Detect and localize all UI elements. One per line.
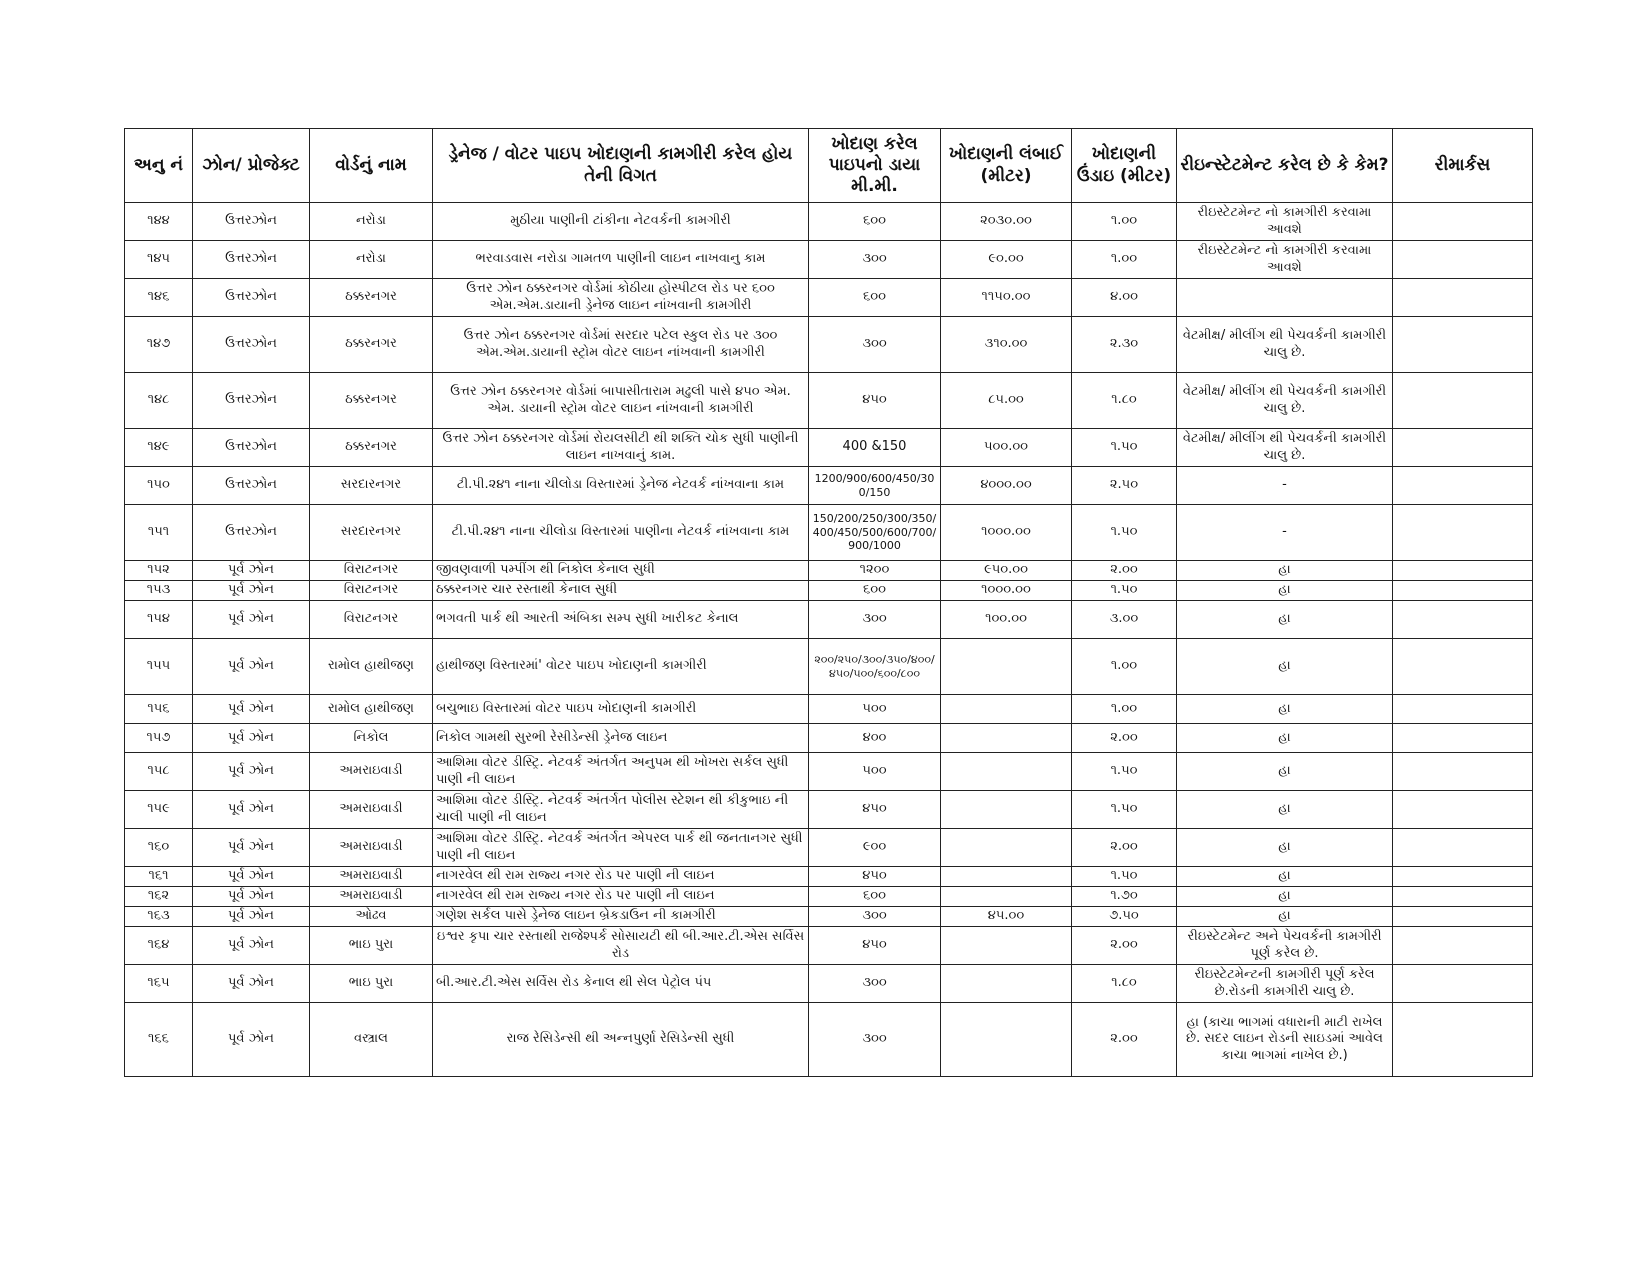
table-row — [125, 724, 1533, 753]
table-row — [125, 279, 1533, 317]
cell-pipe-diameter: ૪૦૦ — [809, 724, 941, 753]
cell-length — [941, 1003, 1072, 1077]
cell-serial-no: ૧૫૯ — [125, 791, 193, 829]
cell-ward: અમરાઇવાડી — [310, 829, 433, 867]
cell-depth: ૨.૦૦ — [1072, 1003, 1177, 1077]
cell-zone: પૂર્વ ઝોન — [193, 581, 310, 601]
cell-length: ૪૦૦૦.૦૦ — [941, 467, 1072, 505]
cell-reinstatement: - — [1177, 467, 1393, 505]
cell-reinstatement: હા — [1177, 829, 1393, 867]
cell-length — [941, 867, 1072, 887]
table-row — [125, 965, 1533, 1003]
cell-pipe-diameter: ૫૦૦ — [809, 753, 941, 791]
cell-pipe-diameter: 1200/900/600/450/300/150 — [809, 467, 941, 505]
cell-depth: ૨.૦૦ — [1072, 829, 1177, 867]
cell-serial-no: ૧૫૫ — [125, 639, 193, 695]
cell-ward: સરદારનગર — [310, 505, 433, 561]
cell-reinstatement: હા — [1177, 867, 1393, 887]
cell-ward: અમરાઇવાડી — [310, 887, 433, 907]
table-row — [125, 505, 1533, 561]
header-length: ખોદાણની લંબાઈ (મીટર) — [941, 129, 1072, 203]
cell-serial-no: ૧૫૧ — [125, 505, 193, 561]
cell-pipe-diameter: ૪૫૦ — [809, 927, 941, 965]
cell-zone: પૂર્વ ઝોન — [193, 561, 310, 581]
cell-serial-no: ૧૬૧ — [125, 867, 193, 887]
cell-ward: ઠક્કરનગર — [310, 317, 433, 373]
cell-depth: ૨.૩૦ — [1072, 317, 1177, 373]
table-row — [125, 1003, 1533, 1077]
cell-depth: ૪.૦૦ — [1072, 279, 1177, 317]
cell-pipe-diameter: ૪૫૦ — [809, 373, 941, 429]
cell-serial-no: ૧૪૯ — [125, 429, 193, 467]
cell-work-detail: ભગવતી પાર્ક થી આરતી અંબિકા સમ્પ સુધી ખારીકટ કેનાલ — [433, 601, 809, 639]
cell-work-detail: નાગરવેલ થી રામ રાજ્ય નગર રોડ પર પાણી ની લાઇન — [433, 887, 809, 907]
cell-work-detail: ઉત્તર ઝોન ઠક્કરનગર વોર્ડમાં રોયલસીટી થી શક્તિ ચોક સુધી પાણીની લાઇન નાખવાનું કામ. — [433, 429, 809, 467]
cell-ward: રામોલ હાથીજણ — [310, 695, 433, 724]
table-row — [125, 317, 1533, 373]
cell-zone: ઉત્તરઝોન — [193, 279, 310, 317]
cell-depth: ૧.૫૦ — [1072, 505, 1177, 561]
cell-pipe-diameter: ૩૦૦ — [809, 965, 941, 1003]
cell-depth: ૨.૫૦ — [1072, 467, 1177, 505]
cell-zone: પૂર્વ ઝોન — [193, 927, 310, 965]
cell-length — [941, 887, 1072, 907]
cell-work-detail: ગણેશ સર્કલ પાસે ડ્રેનેજ લાઇન બ્રેકડાઉન ની કામગીરી — [433, 907, 809, 927]
cell-depth: ૧.૫૦ — [1072, 429, 1177, 467]
cell-serial-no: ૧૪૮ — [125, 373, 193, 429]
cell-remarks — [1393, 639, 1533, 695]
cell-work-detail: બચુભાઇ વિસ્તારમાં વોટર પાઇપ ખોદાણની કામગીરી — [433, 695, 809, 724]
cell-serial-no: ૧૬૨ — [125, 887, 193, 907]
header-serial-no: અનુ નં — [125, 129, 193, 203]
cell-reinstatement: હા — [1177, 907, 1393, 927]
cell-serial-no: ૧૪૬ — [125, 279, 193, 317]
cell-length: ૨૦૩૦.૦૦ — [941, 203, 1072, 241]
table-row — [125, 907, 1533, 927]
cell-reinstatement: રીઇસ્ટેટમેન્ટ અને પેચવર્કની કામગીરી પૂર્ણ કરેલ છે. — [1177, 927, 1393, 965]
cell-length: ૧૧૫૦.૦૦ — [941, 279, 1072, 317]
cell-pipe-diameter: ૬૦૦ — [809, 279, 941, 317]
cell-remarks — [1393, 791, 1533, 829]
table-row — [125, 561, 1533, 581]
works-table — [124, 128, 1533, 1077]
table-row — [125, 639, 1533, 695]
cell-length — [941, 965, 1072, 1003]
cell-remarks — [1393, 203, 1533, 241]
table-row — [125, 601, 1533, 639]
cell-length — [941, 791, 1072, 829]
table-row — [125, 373, 1533, 429]
cell-remarks — [1393, 601, 1533, 639]
cell-reinstatement: રીઇસ્ટેટમેન્ટ નો કામગીરી કરવામા આવશે — [1177, 203, 1393, 241]
cell-ward: સરદારનગર — [310, 467, 433, 505]
cell-ward: નરોડા — [310, 241, 433, 279]
cell-ward: વિરાટનગર — [310, 581, 433, 601]
cell-ward: નરોડા — [310, 203, 433, 241]
cell-serial-no: ૧૬૪ — [125, 927, 193, 965]
cell-ward: રામોલ હાથીજણ — [310, 639, 433, 695]
cell-length: ૯૫૦.૦૦ — [941, 561, 1072, 581]
cell-reinstatement — [1177, 279, 1393, 317]
cell-remarks — [1393, 467, 1533, 505]
cell-zone: ઉત્તરઝોન — [193, 203, 310, 241]
table-row — [125, 467, 1533, 505]
cell-length: ૮૫.૦૦ — [941, 373, 1072, 429]
cell-ward: વિરાટનગર — [310, 561, 433, 581]
header-reinstatement: રીઇન્સ્ટેટમેન્ટ કરેલ છે કે કેમ? — [1177, 129, 1393, 203]
table-row — [125, 695, 1533, 724]
cell-ward: ભાઇ પુરા — [310, 927, 433, 965]
cell-zone: પૂર્વ ઝોન — [193, 887, 310, 907]
cell-remarks — [1393, 429, 1533, 467]
cell-remarks — [1393, 907, 1533, 927]
cell-ward: ઠક્કરનગર — [310, 429, 433, 467]
cell-pipe-diameter: ૩૦૦ — [809, 317, 941, 373]
cell-zone: ઉત્તરઝોન — [193, 373, 310, 429]
cell-zone: ઉત્તરઝોન — [193, 467, 310, 505]
cell-reinstatement: હા — [1177, 601, 1393, 639]
cell-work-detail: રાજ રેસિડેન્સી થી અન્નપુર્ણા રેસિડેન્સી સુધી — [433, 1003, 809, 1077]
cell-remarks — [1393, 317, 1533, 373]
cell-remarks — [1393, 867, 1533, 887]
cell-work-detail: નાગરવેલ થી રામ રાજ્ય નગર રોડ પર પાણી ની લાઇન — [433, 867, 809, 887]
cell-zone: ઉત્તરઝોન — [193, 317, 310, 373]
cell-depth: ૧.૦૦ — [1072, 241, 1177, 279]
header-row — [125, 129, 1533, 203]
cell-depth: ૧.૦૦ — [1072, 203, 1177, 241]
cell-pipe-diameter: ૩૦૦ — [809, 907, 941, 927]
header-work-detail: ડ્રેનેજ / વોટર પાઇપ ખોદાણની કામગીરી કરેલ હોય તેની વિગત — [433, 129, 809, 203]
cell-remarks — [1393, 581, 1533, 601]
cell-serial-no: ૧૬૩ — [125, 907, 193, 927]
cell-zone: ઉત્તરઝોન — [193, 241, 310, 279]
cell-reinstatement: રીઇસ્ટેટમેન્ટ નો કામગીરી કરવામા આવશે — [1177, 241, 1393, 279]
cell-zone: પૂર્વ ઝોન — [193, 791, 310, 829]
cell-zone: પૂર્વ ઝોન — [193, 753, 310, 791]
cell-pipe-diameter: ૬૦૦ — [809, 581, 941, 601]
cell-reinstatement: હા — [1177, 639, 1393, 695]
cell-pipe-diameter: 400 &150 — [809, 429, 941, 467]
cell-work-detail: ટી.પી.૨૪૧ નાના ચીલોડા વિસ્તારમાં ડ્રેનેજ નેટવર્ક નાંખવાના કામ — [433, 467, 809, 505]
cell-pipe-diameter: ૪૫૦ — [809, 791, 941, 829]
cell-work-detail: મુઠીયા પાણીની ટાંકીના નેટવર્કની કામગીરી — [433, 203, 809, 241]
cell-pipe-diameter: ૯૦૦ — [809, 829, 941, 867]
cell-pipe-diameter: ૪૫૦ — [809, 867, 941, 887]
cell-serial-no: ૧૫૮ — [125, 753, 193, 791]
cell-zone: ઉત્તરઝોન — [193, 429, 310, 467]
cell-pipe-diameter: ૬૦૦ — [809, 887, 941, 907]
cell-depth: ૩.૦૦ — [1072, 601, 1177, 639]
cell-work-detail: નિકોલ ગામથી સુરભી રેસીડેન્સી ડ્રેનેજ લાઇન — [433, 724, 809, 753]
cell-depth: ૧.૫૦ — [1072, 581, 1177, 601]
cell-remarks — [1393, 887, 1533, 907]
cell-length — [941, 829, 1072, 867]
cell-length — [941, 639, 1072, 695]
cell-depth: ૭.૫૦ — [1072, 907, 1177, 927]
cell-remarks — [1393, 241, 1533, 279]
cell-serial-no: ૧૬૬ — [125, 1003, 193, 1077]
cell-remarks — [1393, 753, 1533, 791]
cell-reinstatement: હા — [1177, 753, 1393, 791]
cell-work-detail: આશિમા વોટર ડીસ્ટ્રિ. નેટવર્ક અંતર્ગત પોલીસ સ્ટેશન થી કીકુભાઇ ની ચાલી પાણી ની લાઇન — [433, 791, 809, 829]
cell-serial-no: ૧૪૪ — [125, 203, 193, 241]
cell-remarks — [1393, 724, 1533, 753]
table-row — [125, 791, 1533, 829]
cell-reinstatement: વેટમીક્ષ/ મીલીંગ થી પેચવર્કની કામગીરી ચાલુ છે. — [1177, 373, 1393, 429]
cell-remarks — [1393, 829, 1533, 867]
header-depth: ખોદાણની ઉંડાઇ (મીટર) — [1072, 129, 1177, 203]
cell-zone: પૂર્વ ઝોન — [193, 907, 310, 927]
cell-serial-no: ૧૪૭ — [125, 317, 193, 373]
cell-length — [941, 695, 1072, 724]
cell-work-detail: ઉત્તર ઝોન ઠક્કરનગર વોર્ડમાં કોઠીયા હોસ્પીટલ રોડ પર ૬૦૦ એમ.એમ.ડાયાની ડ્રેનેજ લાઇન નાંખવાની કામગીરી — [433, 279, 809, 317]
table-row — [125, 241, 1533, 279]
table-row — [125, 887, 1533, 907]
cell-ward: ઓઢવ — [310, 907, 433, 927]
cell-serial-no: ૧૫૦ — [125, 467, 193, 505]
cell-remarks — [1393, 561, 1533, 581]
header-remarks: રીમાર્કસ — [1393, 129, 1533, 203]
cell-zone: પૂર્વ ઝોન — [193, 639, 310, 695]
cell-work-detail: ઠક્કરનગર ચાર રસ્તાથી કેનાલ સુધી — [433, 581, 809, 601]
cell-reinstatement: હા (કાચા ભાગમાં વધારાની માટી રાખેલ છે. સદર લાઇન રોડની સાઇડમાં આવેલ કાચા ભાગમાં નાખેલ છે.) — [1177, 1003, 1393, 1077]
cell-depth: ૧.૮૦ — [1072, 965, 1177, 1003]
cell-reinstatement: હા — [1177, 887, 1393, 907]
header-zone: ઝોન/ પ્રોજેક્ટ — [193, 129, 310, 203]
cell-reinstatement: હા — [1177, 581, 1393, 601]
cell-pipe-diameter: ૧૨૦૦ — [809, 561, 941, 581]
cell-remarks — [1393, 373, 1533, 429]
cell-zone: ઉત્તરઝોન — [193, 505, 310, 561]
cell-pipe-diameter: ૫૦૦ — [809, 695, 941, 724]
cell-pipe-diameter: ૩૦૦ — [809, 601, 941, 639]
cell-length: ૫૦૦.૦૦ — [941, 429, 1072, 467]
cell-depth: ૧.૫૦ — [1072, 753, 1177, 791]
cell-work-detail: હાથીજણ વિસ્તારમાં' વોટર પાઇપ ખોદાણની કામગીરી — [433, 639, 809, 695]
cell-reinstatement: વેટમીક્ષ/ મીલીંગ થી પેચવર્કની કામગીરી ચાલુ છે. — [1177, 317, 1393, 373]
cell-reinstatement: હા — [1177, 695, 1393, 724]
cell-ward: ભાઇ પુરા — [310, 965, 433, 1003]
cell-serial-no: ૧૫૭ — [125, 724, 193, 753]
cell-reinstatement: રીઇસ્ટેટમેન્ટની કામગીરી પૂર્ણ કરેલ છે.રોડની કામગીરી ચાલુ છે. — [1177, 965, 1393, 1003]
cell-ward: વિરાટનગર — [310, 601, 433, 639]
cell-reinstatement: - — [1177, 505, 1393, 561]
cell-ward: અમરાઇવાડી — [310, 791, 433, 829]
cell-zone: પૂર્વ ઝોન — [193, 829, 310, 867]
cell-remarks — [1393, 1003, 1533, 1077]
table-row — [125, 829, 1533, 867]
cell-work-detail: ભરવાડવાસ નરોડા ગામતળ પાણીની લાઇન નાખવાનુ કામ — [433, 241, 809, 279]
cell-serial-no: ૧૪૫ — [125, 241, 193, 279]
cell-remarks — [1393, 695, 1533, 724]
table-row — [125, 753, 1533, 791]
cell-remarks — [1393, 965, 1533, 1003]
cell-reinstatement: હા — [1177, 724, 1393, 753]
cell-depth: ૧.૫૦ — [1072, 867, 1177, 887]
cell-work-detail: આશિમા વોટર ડીસ્ટ્રિ. નેટવર્ક અંતર્ગત એપરલ પાર્ક થી જનતાનગર સુધી પાણી ની લાઇન — [433, 829, 809, 867]
cell-serial-no: ૧૫૩ — [125, 581, 193, 601]
cell-depth: ૧.૦૦ — [1072, 695, 1177, 724]
cell-serial-no: ૧૫૪ — [125, 601, 193, 639]
cell-reinstatement: હા — [1177, 791, 1393, 829]
table-row — [125, 927, 1533, 965]
cell-serial-no: ૧૫૬ — [125, 695, 193, 724]
cell-work-detail: ઉત્તર ઝોન ઠક્કરનગર વોર્ડમાં સરદાર પટેલ સ્કુલ રોડ પર ૩૦૦ એમ.એમ.ડાયાની સ્ટ્રોમ વોટર લાઇન નાંખવાની કામગીરી — [433, 317, 809, 373]
cell-length — [941, 724, 1072, 753]
cell-length: ૧૦૦૦.૦૦ — [941, 505, 1072, 561]
cell-work-detail: જીવણવાળી પમ્પીંગ થી નિકોલ કેનાલ સુધી — [433, 561, 809, 581]
cell-work-detail: બી.આર.ટી.એસ સર્વિસ રોડ કેનાલ થી સેલ પેટ્રોલ પંપ — [433, 965, 809, 1003]
cell-ward: અમરાઇવાડી — [310, 753, 433, 791]
cell-length: ૩૧૦.૦૦ — [941, 317, 1072, 373]
cell-ward: ઠક્કરનગર — [310, 373, 433, 429]
cell-depth: ૨.૦૦ — [1072, 927, 1177, 965]
cell-serial-no: ૧૬૫ — [125, 965, 193, 1003]
cell-work-detail: ટી.પી.૨૪૧ નાના ચીલોડા વિસ્તારમાં પાણીના નેટવર્ક નાંખવાના કામ — [433, 505, 809, 561]
table-row — [125, 867, 1533, 887]
cell-pipe-diameter: ૩૦૦ — [809, 241, 941, 279]
cell-work-detail: ઉત્તર ઝોન ઠક્કરનગર વોર્ડમાં બાપાસીતારામ મઢુલી પાસે ૪૫૦ એમ. એમ. ડાયાની સ્ટ્રોમ વોટર લાઇન નાંખવાની કામગીરી — [433, 373, 809, 429]
table-row — [125, 429, 1533, 467]
cell-zone: પૂર્વ ઝોન — [193, 867, 310, 887]
cell-ward: ઠક્કરનગર — [310, 279, 433, 317]
header-ward: વોર્ડનું નામ — [310, 129, 433, 203]
cell-ward: વસ્ત્રાલ — [310, 1003, 433, 1077]
cell-length — [941, 927, 1072, 965]
cell-pipe-diameter: ૨૦૦/૨૫૦/૩૦૦/૩૫૦/૪૦૦/૪૫૦/૫૦૦/૬૦૦/૮૦૦ — [809, 639, 941, 695]
cell-depth: ૧.૫૦ — [1072, 791, 1177, 829]
header-pipe-diameter: ખોદાણ કરેલ પાઇપનો ડાયા મી.મી. — [809, 129, 941, 203]
cell-reinstatement: વેટમીક્ષ/ મીલીંગ થી પેચવર્કની કામગીરી ચાલુ છે. — [1177, 429, 1393, 467]
cell-pipe-diameter: ૬૦૦ — [809, 203, 941, 241]
cell-pipe-diameter: 150/200/250/300/350/400/450/500/600/700/900/1000 — [809, 505, 941, 561]
table-row — [125, 203, 1533, 241]
cell-depth: ૧.૮૦ — [1072, 373, 1177, 429]
cell-length — [941, 753, 1072, 791]
cell-length: ૯૦.૦૦ — [941, 241, 1072, 279]
cell-ward: અમરાઇવાડી — [310, 867, 433, 887]
cell-ward: નિકોલ — [310, 724, 433, 753]
cell-serial-no: ૧૫૨ — [125, 561, 193, 581]
cell-pipe-diameter: ૩૦૦ — [809, 1003, 941, 1077]
cell-depth: ૧.૦૦ — [1072, 639, 1177, 695]
cell-zone: પૂર્વ ઝોન — [193, 601, 310, 639]
cell-remarks — [1393, 279, 1533, 317]
cell-work-detail: આશિમા વોટર ડીસ્ટ્રિ. નેટવર્ક અંતર્ગત અનુપમ થી ખોખરા સર્કલ સુધી પાણી ની લાઇન — [433, 753, 809, 791]
cell-depth: ૨.૦૦ — [1072, 561, 1177, 581]
cell-remarks — [1393, 505, 1533, 561]
cell-zone: પૂર્વ ઝોન — [193, 1003, 310, 1077]
cell-zone: પૂર્વ ઝોન — [193, 965, 310, 1003]
cell-depth: ૧.૭૦ — [1072, 887, 1177, 907]
cell-zone: પૂર્વ ઝોન — [193, 724, 310, 753]
cell-remarks — [1393, 927, 1533, 965]
cell-zone: પૂર્વ ઝોન — [193, 695, 310, 724]
cell-length: ૧૦૦.૦૦ — [941, 601, 1072, 639]
cell-length: ૪૫.૦૦ — [941, 907, 1072, 927]
cell-length: ૧૦૦૦.૦૦ — [941, 581, 1072, 601]
cell-depth: ૨.૦૦ — [1072, 724, 1177, 753]
table-row — [125, 581, 1533, 601]
cell-reinstatement: હા — [1177, 561, 1393, 581]
cell-serial-no: ૧૬૦ — [125, 829, 193, 867]
cell-work-detail: ઇશ્વર કૃપા ચાર રસ્તાથી રાજેશ્પર્ક સોસાયટી થી બી.આર.ટી.એસ સર્વિસ રોડ — [433, 927, 809, 965]
